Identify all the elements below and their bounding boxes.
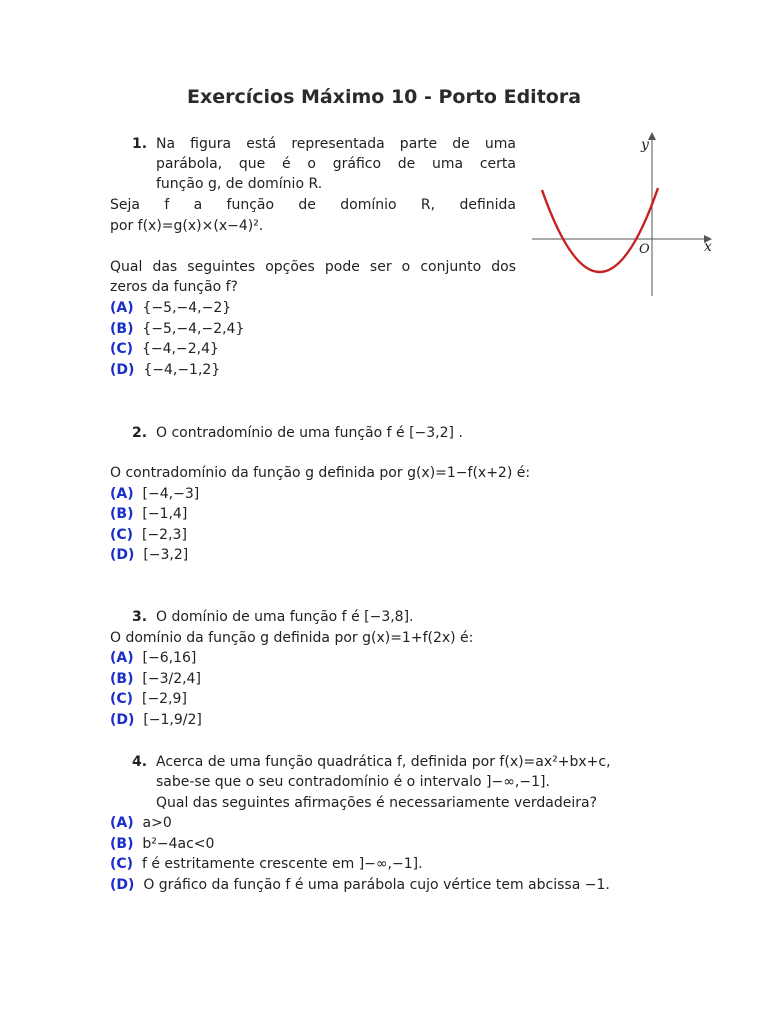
q1-question-line: Qual das seguintes opções pode ser o conjunto dos [110, 259, 516, 275]
option-text: [−2,3] [141, 527, 187, 543]
option-text: [−1,4] [142, 506, 188, 522]
origin-label: O [639, 242, 650, 257]
option-a [110, 648, 196, 668]
option-letter: (B) [110, 836, 134, 852]
q1-text-line: parábola, que é o gráfico de uma certa [156, 156, 516, 172]
option-a [110, 484, 199, 504]
option-b [110, 319, 244, 339]
option-c [110, 689, 187, 709]
y-axis-label: y [641, 137, 649, 153]
question-number: 3. [132, 609, 148, 625]
y-axis-arrow [648, 132, 656, 140]
option-d [110, 360, 220, 380]
parabola-graph [528, 130, 728, 300]
option-c [110, 854, 423, 874]
option-letter: (A) [110, 815, 134, 831]
option-c [110, 339, 219, 359]
option-a [110, 298, 231, 318]
option-c [110, 525, 187, 545]
page-title: Exercícios Máximo 10 - Porto Editora [186, 86, 582, 108]
option-b [110, 669, 201, 689]
option-b [110, 504, 187, 524]
option-letter: (B) [110, 671, 134, 687]
option-d [110, 545, 188, 565]
option-letter: (B) [110, 506, 134, 522]
q4-text-line: sabe-se que o seu contradomínio é o intervalo ]−∞,−1]. [156, 774, 550, 790]
option-text: {−4,−2,4} [141, 341, 219, 357]
option-text: [−1,9/2] [143, 712, 202, 728]
option-text: b²−4ac<0 [142, 836, 215, 852]
option-letter: (D) [110, 362, 135, 378]
parabola-curve [542, 188, 658, 272]
option-letter: (C) [110, 341, 134, 357]
q1-question-line: zeros da função f? [110, 279, 238, 295]
x-axis-label: x [704, 239, 712, 255]
q4-text-line: Acerca de uma função quadrática f, definida por f(x)=ax²+bx+c, [156, 754, 611, 770]
option-letter: (C) [110, 527, 134, 543]
q3-statement: O domínio de uma função f é [−3,8]. [156, 609, 414, 625]
question-number: 2. [132, 425, 148, 441]
option-text: O gráfico da função f é uma parábola cujo vértice tem abcissa −1. [143, 877, 610, 893]
q1-text-line: por f(x)=g(x)×(x−4)². [110, 218, 264, 234]
option-letter: (D) [110, 877, 135, 893]
q2-statement: O contradomínio de uma função f é [−3,2] . [156, 425, 463, 441]
option-a [110, 813, 172, 833]
option-text: [−6,16] [142, 650, 197, 666]
question-number: 4. [132, 754, 148, 770]
option-text: [−4,−3] [142, 486, 200, 502]
option-text: {−4,−1,2} [143, 362, 221, 378]
option-b [110, 834, 214, 854]
option-letter: (A) [110, 300, 134, 316]
option-d [110, 875, 610, 895]
option-letter: (D) [110, 547, 135, 563]
q2-question: O contradomínio da função g definida por g(x)=1−f(x+2) é: [110, 465, 531, 481]
question-number: 1. [132, 136, 148, 152]
q1-text-line: Seja f a função de domínio R, definida [110, 197, 516, 213]
option-text: [−3,2] [143, 547, 189, 563]
option-letter: (C) [110, 856, 134, 872]
option-letter: (B) [110, 321, 134, 337]
option-text: [−2,9] [141, 691, 187, 707]
q3-question: O domínio da função g definida por g(x)=1+f(2x) é: [110, 630, 474, 646]
option-letter: (A) [110, 650, 134, 666]
option-letter: (C) [110, 691, 134, 707]
q4-text-line: Qual das seguintes afirmações é necessariamente verdadeira? [156, 795, 597, 811]
option-d [110, 710, 202, 730]
option-letter: (D) [110, 712, 135, 728]
option-text: [−3/2,4] [142, 671, 201, 687]
option-text: f é estritamente crescente em ]−∞,−1]. [141, 856, 423, 872]
q1-text-line: função g, de domínio R. [156, 176, 323, 192]
option-letter: (A) [110, 486, 134, 502]
option-text: {−5,−4,−2} [142, 300, 232, 316]
option-text: a>0 [142, 815, 172, 831]
q1-text-line: Na figura está representada parte de uma [156, 136, 516, 152]
option-text: {−5,−4,−2,4} [142, 321, 245, 337]
